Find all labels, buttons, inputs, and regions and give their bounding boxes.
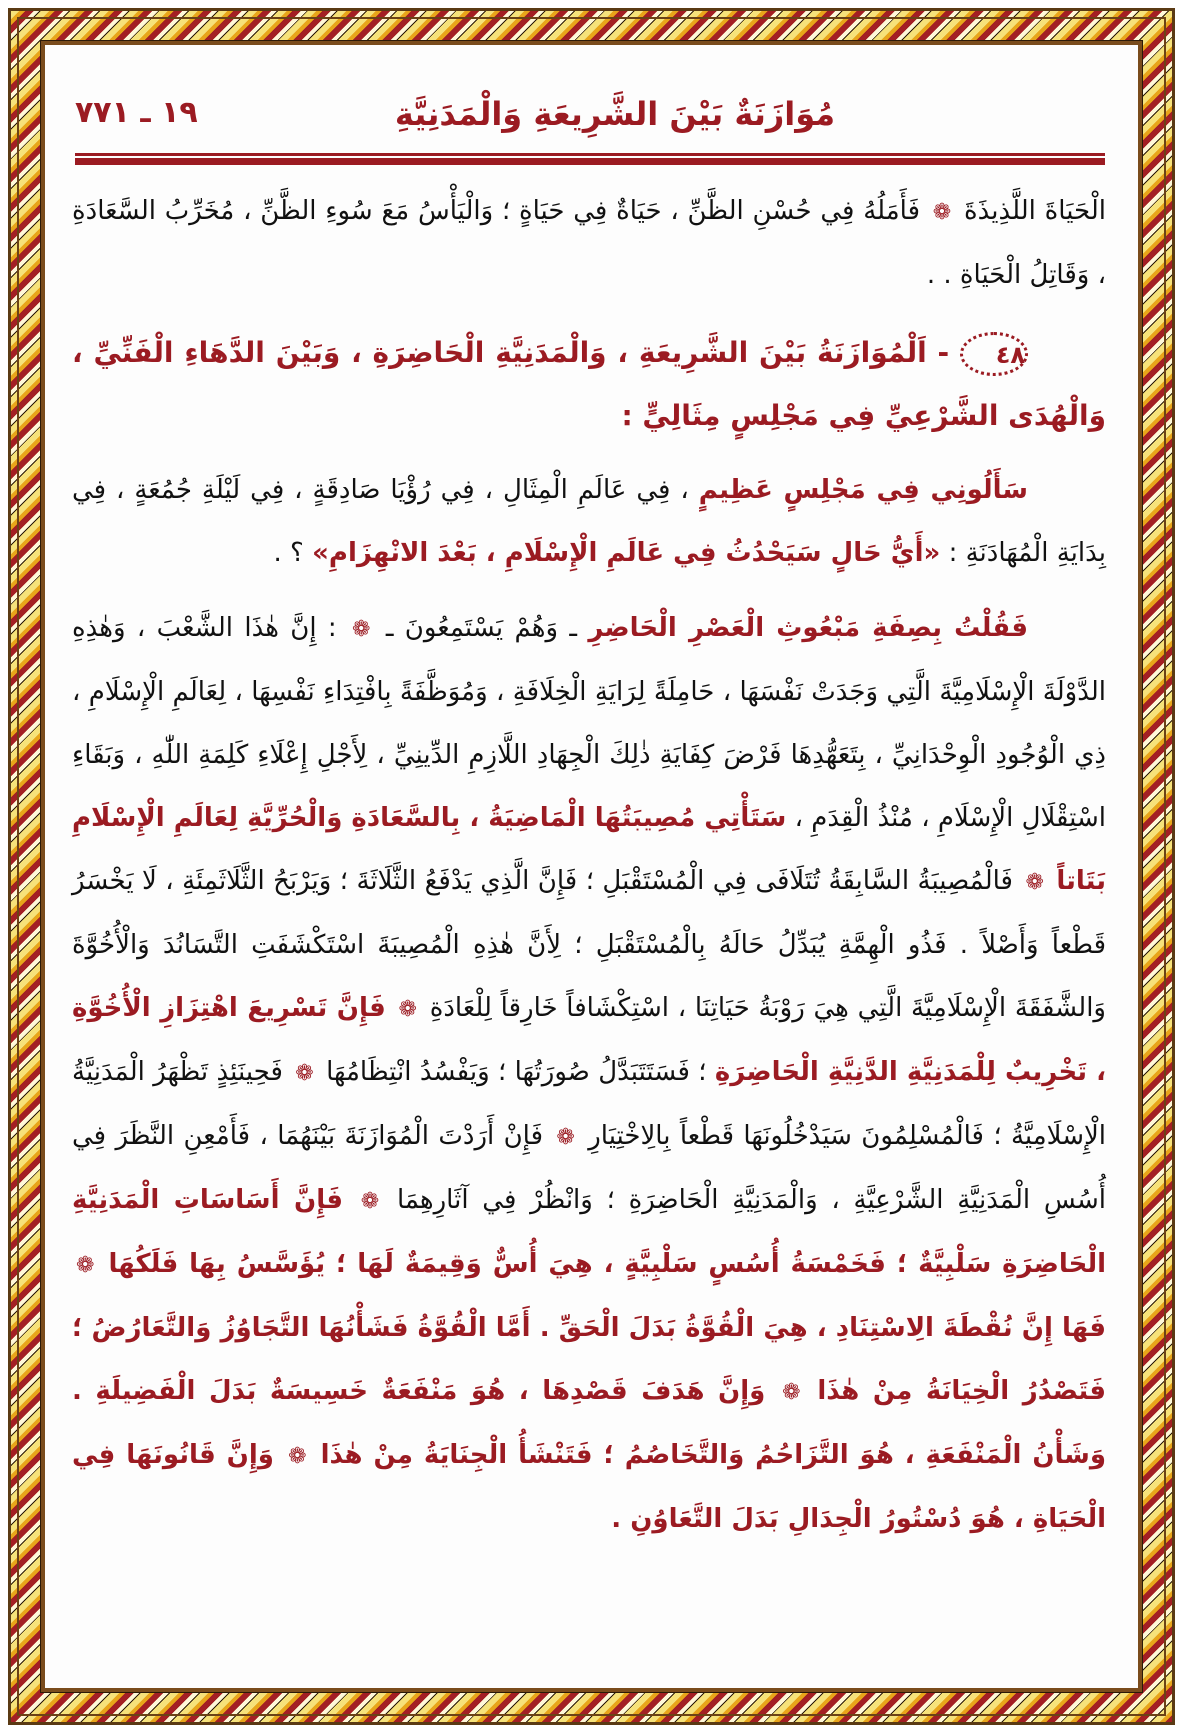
header-rule-thin <box>75 153 1105 156</box>
page-number: ١٩ ـ ٧٧١ <box>75 95 198 130</box>
quoted-question: «أَيُّ حَالٍ سَيَحْدُثُ فِي عَالَمِ الْإِسْلَامِ ، بَعْدَ الانْهِزَامِ» <box>312 538 941 568</box>
highlight-text: وَإِنَّ هَدَفَ قَصْدِهَا ، هُوَ مَنْفَعَةٌ خَسِيسَةٌ بَدَلَ الْفَضِيلَةِ . وَشَأْنُ الْمَنْفَعَةِ ، هُوَ التَّزَاحُمُ وَالتَّخَاصُمُ ؛ فَتَنْشَأُ الْجِنَايَةُ مِنْ هٰذَا <box>72 1376 1107 1470</box>
highlight-text: سَتَأْتِي مُصِيبَتُهَا الْمَاضِيَةُ ، بِالسَّعَادَةِ وَالْحُرِّيَّةِ لِعَالَمِ الْإِسْلَامِ بَتَاتاً <box>72 803 1106 896</box>
paragraph-answer <box>72 597 1106 1551</box>
section-number-badge: ٤٨ <box>960 332 1028 376</box>
separator-rosette-icon: ❁ <box>398 997 417 1022</box>
paragraph-question <box>72 459 1106 585</box>
text: ، فِي عَالَمِ الْمِثَالِ ، فِي رُؤْيَا صَادِقَةٍ ، فِي لَيْلَةِ جُمُعَةٍ ، فِي بِدَايَةِ الْمُهَادَنَةِ : <box>72 475 1106 568</box>
text: : إِنَّ هٰذَا الشَّعْبَ ، وَهٰذِهِ الدَّوْلَةَ الْإِسْلَامِيَّةَ الَّتِي وَجَدَتْ نَفْسَهَا ، حَامِلَةً لِرَايَةِ الْخِلَافَةِ ، وَمُوَظَّفَةً بِافْتِدَاءِ نَفْسِهَا ، لِعَالَمِ الْإِسْلَامِ ، ذِي الْوُجُودِ الْوِحْدَانِيِّ ، بِتَعَهُّدِهَا فَرْضَ كِفَايَةِ ذٰلِكَ الْجِهَادِ اللَّازِمِ الدِّينِيِّ ، لِأَجْلِ إِعْلَاءِ كَلِمَةِ اللّٰهِ ، وَبَقَاءِ اسْتِقْلَالِ الْإِسْلَامِ ، مُنْذُ الْقِدَمِ ، <box>72 613 1107 833</box>
spacer <box>72 447 1106 459</box>
text: فَحِينَئِذٍ تَظْهَرُ الْمَدَنِيَّةُ الْإِسْلَامِيَّةُ ؛ فَالْمُسْلِمُونَ سَيَدْخُلُونَهَا قَطْعاً بِالِاخْتِيَارِ <box>72 1057 1107 1151</box>
text: فَإِنْ أَرَدْتَ الْمُوَازَنَةَ بَيْنَهُمَا ، فَأَمْعِنِ النَّظَرَ فِي أُسُسِ الْمَدَنِيَّةِ الشَّرْعِيَّةِ ، وَالْمَدَنِيَّةِ الْحَاضِرَةِ ؛ وَانْظُرْ فِي آثَارِهِمَا <box>72 1121 1106 1215</box>
section-heading <box>72 321 1106 447</box>
page-header <box>75 95 1105 145</box>
section-title: اَلْمُوَازَنَةُ بَيْنَ الشَّرِيعَةِ ، وَالْمَدَنِيَّةِ الْحَاضِرَةِ ، وَبَيْنَ الدَّهَاءِ الْفَنِّيِّ ، وَالْهُدَى الشَّرْعِيِّ فِي مَجْلِسٍ مِثَالِيٍّ : <box>72 336 1106 432</box>
text: ؟ . <box>273 538 304 568</box>
separator-rosette-icon: ❁ <box>556 1125 575 1150</box>
intro-paragraph <box>72 180 1106 307</box>
separator-rosette-icon: ❁ <box>76 1253 95 1278</box>
spacer <box>72 585 1106 597</box>
header-rule-thick <box>75 158 1105 165</box>
text: ؛ فَسَتَتَبَدَّلُ صُورَتُهَا ؛ وَيَفْسُدُ انْتِظَامُهَا <box>326 1057 707 1087</box>
highlight-text: فَإِنَّ تَسْرِيعَ اهْتِزَازِ الْأُخُوَّةِ ، تَخْرِيبٌ لِلْمَدَنِيَّةِ الدَّنِيَّةِ الْحَاضِرَةِ <box>72 993 1107 1087</box>
text: فَأَمَلُهُ فِي حُسْنِ الظَّنِّ ، حَيَاةٌ فِي حَيَاةٍ ؛ وَالْيَأْسُ مَعَ سُوءِ الظَّنِّ ، مُخَرِّبُ السَّعَادَةِ ، وَقَاتِلُ الْحَيَاةِ . . <box>72 196 1106 290</box>
highlight-text: فَإِنَّ أَسَاسَاتِ الْمَدَنِيَّةِ الْحَاضِرَةِ سَلْبِيَّةٌ ؛ فَخَمْسَةُ أُسُسٍ سَلْبِيَّةٍ ، هِيَ أُسٌّ وَقِيمَةٌ لَهَا ؛ يُؤَسَّسُ بِهَا فَلَكُهَا <box>72 1185 1107 1279</box>
separator-rosette-icon: ❁ <box>932 200 952 225</box>
text: فَالْمُصِيبَةُ السَّابِقَةُ تُتَلَافَى فِي الْمُسْتَقْبَلِ ؛ فَإِنَّ الَّذِي يَدْفَعُ الثَّلَاثَةَ ؛ وَيَرْبَحُ الثَّلَاثَمِئَةِ ، لَا يَخْسَرُ قَطْعاً وَأَصْلاً . فَذُو الْهِمَّةِ يُبَدِّلُ حَالَهُ بِالْمُسْتَقْبَلِ ؛ لِأَنَّ هٰذِهِ الْمُصِيبَةَ اسْتَكْشَفَتِ التَّسَانُدَ وَالْأُخُوَّةَ وَالشَّفَقَةَ الْإِسْلَامِيَّةَ الَّتِي هِيَ رَوْبَةُ حَيَاتِنَا ، اسْتِكْشَافاً خَارِقاً لِلْعَادَةِ <box>72 866 1106 1023</box>
separator-rosette-icon: ❁ <box>1025 870 1044 895</box>
highlight-text: فَهَا إِنَّ نُقْطَةَ الِاسْتِنَادِ ، هِيَ الْقُوَّةُ بَدَلَ الْحَقِّ . أَمَّا الْقُوَّةُ فَشَأْنُهَا التَّجَاوُزُ وَالتَّعَارُضُ ؛ فَتَصْدُرُ الْخِيَانَةُ مِنْ هٰذَا <box>72 1313 1107 1406</box>
separator-rosette-icon: ❁ <box>288 1444 307 1469</box>
text: ـ وَهُمْ يَسْتَمِعُونَ ـ <box>385 613 578 643</box>
highlight-text: سَأَلُونِي فِي مَجْلِسٍ عَظِيمٍ <box>698 475 1028 505</box>
running-title: مُوَازَنَةٌ بَيْنَ الشَّرِيعَةِ وَالْمَدَنِيَّةِ <box>394 95 836 133</box>
separator-rosette-icon: ❁ <box>782 1380 801 1405</box>
separator-rosette-icon: ❁ <box>360 1189 380 1214</box>
separator-rosette-icon: ❁ <box>295 1061 314 1086</box>
text: الْحَيَاةَ اللَّذِيذَةَ <box>964 196 1106 226</box>
heading-dash: - <box>937 336 950 369</box>
highlight-text: فَقُلْتُ بِصِفَةِ مَبْعُوثِ الْعَصْرِ الْحَاضِرِ <box>588 613 1029 643</box>
highlight-text: وَإِنَّ قَانُونَهَا فِي الْحَيَاةِ ، هُوَ دُسْتُورُ الْجِدَالِ بَدَلَ التَّعَاوُنِ . <box>72 1440 1106 1534</box>
page-body <box>72 180 1106 1551</box>
separator-rosette-icon: ❁ <box>352 617 371 642</box>
